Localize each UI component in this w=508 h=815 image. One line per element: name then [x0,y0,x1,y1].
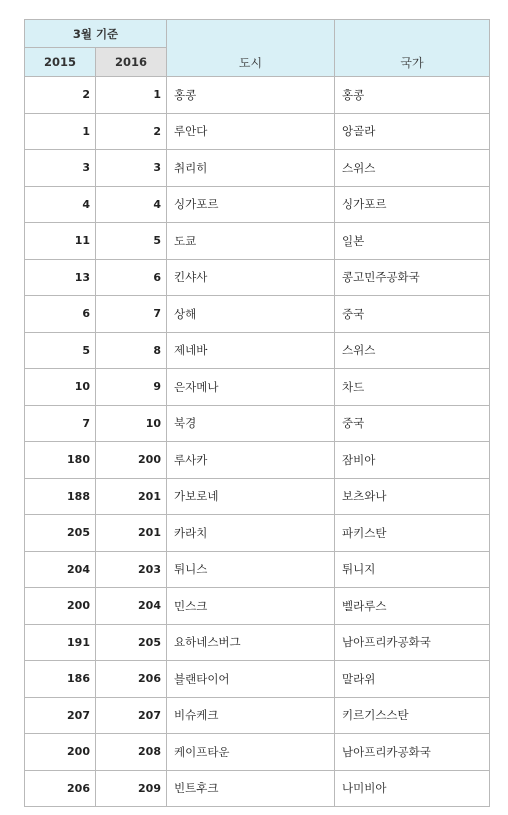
rank-2016-cell: 203 [96,551,167,588]
country-cell: 잠비아 [335,442,490,479]
table-row [25,259,490,296]
country-cell: 파키스탄 [335,515,490,552]
rank-2016-cell: 207 [96,697,167,734]
city-cell: 블랜타이어 [167,661,335,698]
rank-2016-cell: 200 [96,442,167,479]
table-header [25,20,490,77]
header-country: 국가 [335,20,490,77]
table-row [25,661,490,698]
table-row [25,624,490,661]
city-cell: 킨샤사 [167,259,335,296]
rank-2015-cell: 3 [25,150,96,187]
country-cell: 키르기스스탄 [335,697,490,734]
rank-2015-cell: 11 [25,223,96,260]
rank-2015-cell: 6 [25,296,96,333]
city-cell: 은자메나 [167,369,335,406]
rank-2015-cell: 205 [25,515,96,552]
city-cell: 취리히 [167,150,335,187]
table-row [25,150,490,187]
rank-2015-cell: 188 [25,478,96,515]
rank-2016-cell: 8 [96,332,167,369]
rank-2015-cell: 191 [25,624,96,661]
ranking-table-container [24,19,490,807]
rank-2015-cell: 1 [25,113,96,150]
rank-2016-cell: 209 [96,770,167,807]
country-cell: 콩고민주공화국 [335,259,490,296]
rank-2016-cell: 2 [96,113,167,150]
city-cell: 케이프타운 [167,734,335,771]
rank-2016-cell: 7 [96,296,167,333]
rank-2015-cell: 204 [25,551,96,588]
city-cell: 제네바 [167,332,335,369]
header-year-2015: 2015 [25,48,96,77]
rank-2015-cell: 4 [25,186,96,223]
rank-2015-cell: 2 [25,77,96,114]
rank-2016-cell: 9 [96,369,167,406]
rank-2015-cell: 13 [25,259,96,296]
country-cell: 스위스 [335,332,490,369]
table-row [25,770,490,807]
country-cell: 말라위 [335,661,490,698]
header-city: 도시 [167,20,335,77]
rank-2016-cell: 6 [96,259,167,296]
rank-2016-cell: 204 [96,588,167,625]
rank-2016-cell: 3 [96,150,167,187]
city-cell: 루안다 [167,113,335,150]
city-cell: 튀니스 [167,551,335,588]
table-row [25,697,490,734]
header-year-2016: 2016 [96,48,167,77]
table-row [25,113,490,150]
ranking-table [24,19,490,807]
city-cell: 가보로네 [167,478,335,515]
table-row [25,551,490,588]
rank-2015-cell: 186 [25,661,96,698]
rank-2015-cell: 200 [25,734,96,771]
rank-2015-cell: 5 [25,332,96,369]
rank-2016-cell: 1 [96,77,167,114]
rank-2015-cell: 7 [25,405,96,442]
country-cell: 중국 [335,296,490,333]
city-cell: 민스크 [167,588,335,625]
country-cell: 나미비아 [335,770,490,807]
rank-2015-cell: 180 [25,442,96,479]
rank-2015-cell: 10 [25,369,96,406]
table-row [25,186,490,223]
city-cell: 도쿄 [167,223,335,260]
city-cell: 카라치 [167,515,335,552]
header-group-label: 3월 기준 [25,20,167,48]
table-row [25,223,490,260]
country-cell: 스위스 [335,150,490,187]
table-row [25,734,490,771]
table-body [25,77,490,807]
city-cell: 북경 [167,405,335,442]
city-cell: 루사카 [167,442,335,479]
rank-2016-cell: 208 [96,734,167,771]
rank-2016-cell: 10 [96,405,167,442]
rank-2015-cell: 207 [25,697,96,734]
table-row [25,478,490,515]
country-cell: 남아프리카공화국 [335,734,490,771]
table-row [25,77,490,114]
country-cell: 벨라루스 [335,588,490,625]
city-cell: 홍콩 [167,77,335,114]
city-cell: 요하네스버그 [167,624,335,661]
table-row [25,369,490,406]
table-row [25,332,490,369]
table-row [25,515,490,552]
rank-2016-cell: 5 [96,223,167,260]
rank-2016-cell: 205 [96,624,167,661]
rank-2016-cell: 206 [96,661,167,698]
country-cell: 홍콩 [335,77,490,114]
rank-2015-cell: 206 [25,770,96,807]
country-cell: 남아프리카공화국 [335,624,490,661]
country-cell: 중국 [335,405,490,442]
country-cell: 앙골라 [335,113,490,150]
country-cell: 보츠와나 [335,478,490,515]
city-cell: 비슈케크 [167,697,335,734]
table-row [25,405,490,442]
country-cell: 튀니지 [335,551,490,588]
rank-2016-cell: 201 [96,515,167,552]
country-cell: 일본 [335,223,490,260]
rank-2016-cell: 201 [96,478,167,515]
table-row [25,588,490,625]
country-cell: 차드 [335,369,490,406]
city-cell: 상해 [167,296,335,333]
rank-2015-cell: 200 [25,588,96,625]
table-row [25,442,490,479]
country-cell: 싱가포르 [335,186,490,223]
city-cell: 싱가포르 [167,186,335,223]
table-row [25,296,490,333]
city-cell: 빈트후크 [167,770,335,807]
rank-2016-cell: 4 [96,186,167,223]
